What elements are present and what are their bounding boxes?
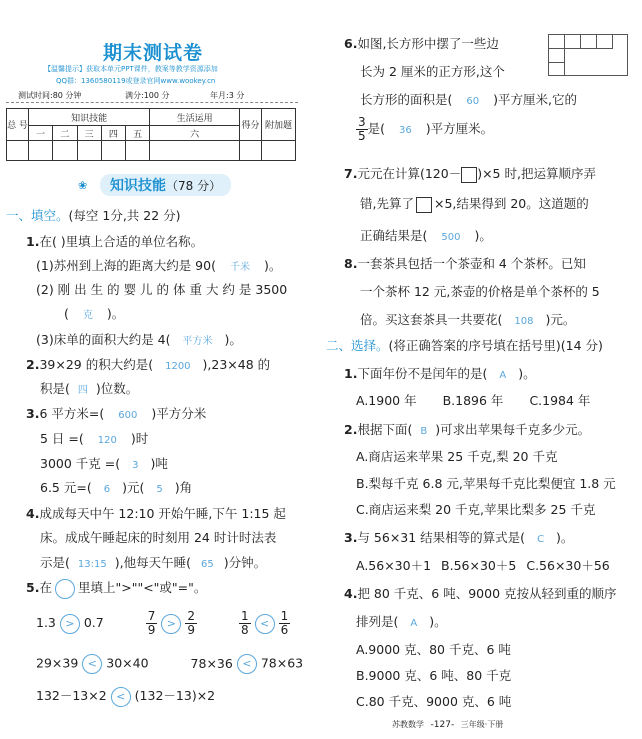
q5-row3: 132－13×2 < (132－13)×2 (36, 686, 215, 707)
score-cell[interactable] (53, 141, 77, 161)
option[interactable]: C.80 千克、9000 克、6 吨 (356, 694, 512, 709)
q6-l4: $\frac{3}{5}$ 是( 36 )平方厘米。 (358, 115, 494, 143)
q4-l3: 示是( 13:15 ),他每天午睡( 65 )分钟。 (40, 555, 267, 570)
page-number: -127- (430, 720, 455, 730)
full-score: 满分:100 分 (125, 91, 170, 100)
q2: 2.39×29 的积大约是( 1200 ),23×48 的 (26, 357, 271, 372)
blank-box[interactable] (416, 197, 432, 213)
score-cell[interactable] (150, 141, 240, 161)
q7-l2: 错,先算了 ×5,结果得到 20。这道题的 (360, 196, 589, 211)
c1: 1.下面年份不是闰年的是( A )。 (344, 366, 536, 381)
compare-circle[interactable]: < (237, 654, 257, 674)
header-divider (6, 102, 298, 103)
q6-l2: 长为 2 厘米的正方形,这个 (360, 64, 505, 79)
score-cell[interactable] (240, 141, 262, 161)
part2-heading: 二、选择。(将正确答案的序号填在括号里)(14 分) (326, 338, 603, 353)
score-cell[interactable] (101, 141, 125, 161)
q3: 3.6 平方米=( 600 )平方分米 (26, 406, 207, 421)
score-cell[interactable] (126, 141, 150, 161)
q1: 1.在( )里填上合适的单位名称。 (26, 234, 204, 249)
q3-l4: 6.5 元=( 6 )元( 5 )角 (40, 480, 193, 495)
option[interactable]: B.9000 克、6 吨、80 千克 (356, 668, 512, 683)
score-table (6, 108, 296, 161)
score-table-extra: 附加题 (262, 109, 296, 141)
fraction: $\frac{1}{6}$ (280, 609, 289, 637)
q3-l2: 5 日 =( 120 )时 (40, 431, 149, 446)
fraction: $\frac{7}{9}$ (147, 609, 156, 637)
score-col: 二 (53, 126, 77, 141)
q1-a: (1)苏州到上海的距离大约是 90( 千米 )。 (36, 258, 282, 273)
promo-line: 【温馨提示】获取本单元PPT课件，教案等教学资源添加 (44, 65, 218, 73)
q4-l2: 床。成成午睡起床的时刻用 24 时计时法表 (40, 530, 277, 545)
q3-l3: 3000 千克 =( 3 )吨 (40, 456, 168, 471)
score-col: 五 (126, 126, 150, 141)
score-cell[interactable] (77, 141, 101, 161)
score-col: 三 (77, 126, 101, 141)
fraction: $\frac{1}{8}$ (240, 609, 249, 637)
q8-l1: 8.一套茶具包括一个茶壶和 4 个茶杯。已知 (344, 256, 586, 271)
option[interactable]: B.1896 年 (442, 393, 504, 408)
option[interactable]: A.56×30＋1 (356, 558, 432, 573)
option[interactable]: C.1984 年 (529, 393, 591, 408)
compare-circle[interactable]: < (111, 687, 131, 707)
q8-l3: 倍。买这套茶具一共要花( 108 )元。 (360, 312, 576, 327)
page-title: 期末测试卷 (103, 42, 204, 64)
q1-c: (3)床单的面积大约是 4( 平方米 )。 (36, 332, 242, 347)
q7-l3: 正确结果是( 500 )。 (360, 228, 492, 243)
section-title: 知识技能（78 分） (100, 174, 231, 196)
q2-line2: 积是( 四 )位数。 (40, 381, 139, 396)
footer: 苏教数学 -127- 三年级·下册 (392, 720, 504, 730)
score-cell[interactable] (7, 141, 29, 161)
score-col: 六 (150, 126, 240, 141)
contact-line: QQ群：1360580119或登录官网www.wookey.cn (56, 77, 216, 85)
score-cell[interactable] (29, 141, 53, 161)
score-col: 一 (29, 126, 53, 141)
q6-l1: 6.如图,长方形中摆了一些边 (344, 36, 499, 51)
score-cell[interactable] (262, 141, 296, 161)
compare-circle[interactable]: < (255, 614, 275, 634)
book-icon: ❀ (78, 178, 88, 192)
blank-box[interactable] (461, 167, 477, 183)
compare-circle[interactable]: > (161, 614, 181, 634)
option[interactable]: A.1900 年 (356, 393, 417, 408)
option[interactable]: A.商店运来苹果 25 千克,梨 20 千克 (356, 449, 558, 464)
c3: 3.与 56×31 结果相等的算式是( C )。 (344, 530, 574, 545)
score-table-score: 得分 (240, 109, 262, 141)
q8-l2: 一个茶杯 12 元,茶壶的价格是单个茶杯的 5 (360, 284, 600, 299)
q6-l3: 长方形的面积是( 60 )平方厘米,它的 (360, 92, 577, 107)
compare-circle[interactable]: > (60, 614, 80, 634)
fraction: $\frac{3}{5}$ (358, 115, 366, 143)
score-table-knowledge: 知识技能 (29, 109, 150, 126)
test-time: 测试时间:80 分钟 (18, 91, 82, 100)
q5-row2: 29×39 < 30×40 78×36 < 78×63 (36, 654, 303, 674)
option[interactable]: B.56×30＋5 (441, 558, 517, 573)
q7-l1: 7.元元在计算(120－ )×5 时,把运算顺序弄 (344, 166, 596, 181)
q5-row1: 1.3 > 0.7 $\frac{7}{9}$ > $\frac{2}{9}$ $\frac{1}{8}$ < $\frac{1}{6}$ (36, 609, 289, 637)
c4-l1: 4.把 80 千克、6 吨、9000 克按从轻到重的顺序 (344, 586, 617, 601)
c2: 2.根据下面( B )可求出苹果每千克多少元。 (344, 422, 591, 437)
compare-circle-icon (55, 579, 75, 599)
q5: 5.在 里填上">""<"或"="。 (26, 578, 206, 599)
section-header (78, 174, 231, 196)
option[interactable]: C.56×30＋56 (526, 558, 610, 573)
score-col: 四 (101, 126, 125, 141)
option[interactable]: A.9000 克、80 千克、6 吨 (356, 642, 511, 657)
q1-b2: ( 克 )。 (64, 306, 125, 321)
score-table-total: 总 号 (7, 109, 29, 141)
q1-b: (2) 刚 出 生 的 婴 儿 的 体 重 大 约 是 3500 (36, 282, 288, 297)
grade-label: 年月:3 分 (210, 91, 245, 100)
option[interactable]: C.商店运来梨 20 千克,苹果比梨多 25 千克 (356, 502, 596, 517)
part1-heading: 一、填空。(每空 1分,共 22 分) (6, 208, 181, 223)
q4-l1: 4.成成每天中午 12:10 开始午睡,下午 1:15 起 (26, 506, 286, 521)
compare-circle[interactable]: < (82, 654, 102, 674)
c4-l2: 排列是( A )。 (356, 614, 447, 629)
c3-opts (356, 556, 610, 574)
option[interactable]: B.梨每千克 6.8 元,苹果每千克比梨便宜 1.8 元 (356, 476, 616, 491)
rectangle-figure (548, 34, 628, 76)
fraction: $\frac{2}{9}$ (187, 609, 195, 637)
c1-opts (356, 391, 590, 409)
score-table-life: 生活运用 (150, 109, 240, 126)
